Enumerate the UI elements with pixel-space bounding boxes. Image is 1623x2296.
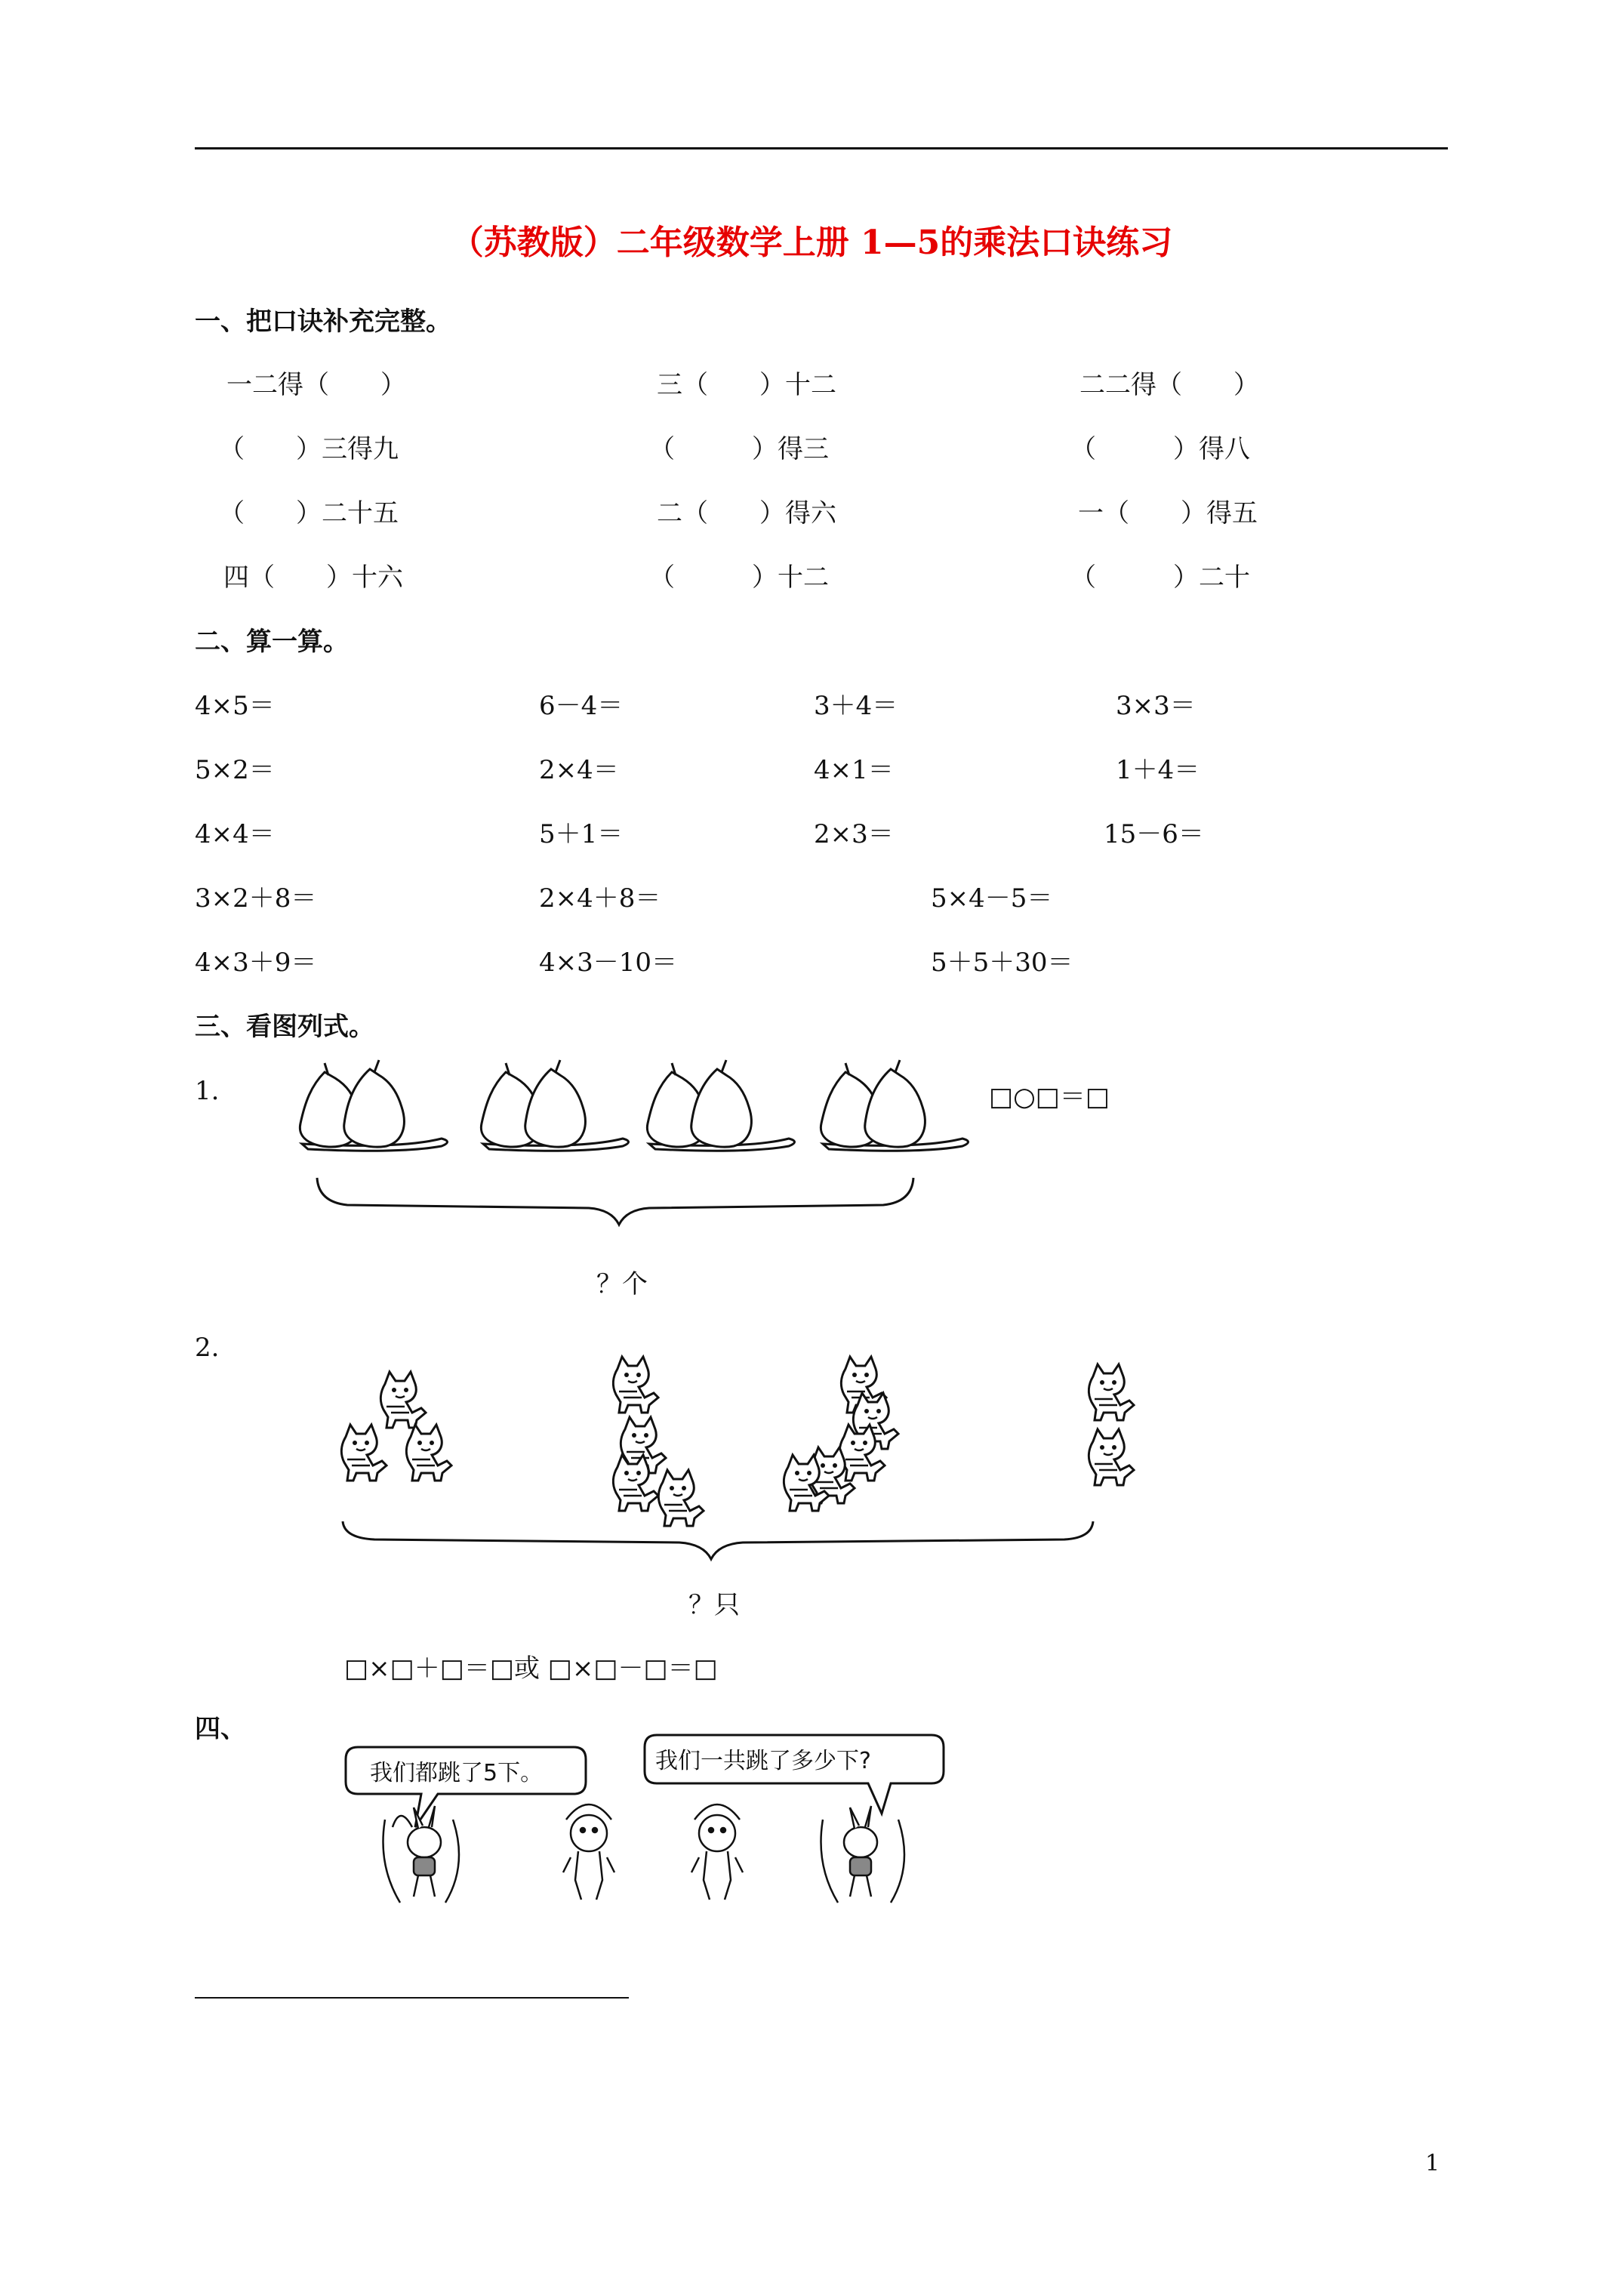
- fill-item: 一二得（ ）: [226, 370, 406, 400]
- cat-group: [1089, 1364, 1134, 1485]
- calc-item: 4×5＝: [195, 691, 275, 721]
- fill-item: （ ）二十: [1070, 562, 1250, 593]
- calc-item: 4×3＋9＝: [195, 948, 317, 978]
- fill-item: （ ）得三: [649, 434, 829, 464]
- equation-template: □○□＝□: [989, 1082, 1110, 1112]
- monkey-figure: [563, 1804, 614, 1900]
- calc-item: 6－4＝: [539, 691, 624, 721]
- question-label: ？个: [596, 1269, 648, 1299]
- fill-item: 二（ ）得六: [657, 498, 836, 529]
- section1-heading: 一、把口诀补充完整。: [195, 307, 451, 337]
- calc-item: 2×3＝: [814, 819, 894, 849]
- fill-item: （ ）十二: [649, 562, 829, 593]
- calc-item: 1＋4＝: [1116, 755, 1200, 785]
- cat-group: [784, 1357, 898, 1511]
- speech-bubble-left: [346, 1747, 586, 1827]
- pear-group: [481, 1060, 628, 1151]
- fill-item: 四（ ）十六: [223, 562, 403, 593]
- fill-item: 二二得（ ）: [1079, 370, 1259, 400]
- calc-item: 5＋5＋30＝: [931, 948, 1073, 978]
- section4-heading: 四、: [195, 1714, 246, 1744]
- pear-group: [647, 1060, 794, 1151]
- calc-item: 4×1＝: [814, 755, 894, 785]
- cats-illustration: [332, 1340, 1163, 1567]
- header-rule: [195, 147, 1448, 149]
- brace: [317, 1178, 913, 1225]
- cat-group: [341, 1372, 451, 1481]
- fill-item: （ ）得八: [1070, 434, 1250, 464]
- rabbit-figure: [821, 1806, 905, 1903]
- speech-bubble-right: [645, 1735, 944, 1814]
- calc-item: 5＋1＝: [539, 819, 624, 849]
- pear-group: [821, 1060, 968, 1151]
- speech-text-right: 我们一共跳了多少下?: [655, 1748, 871, 1774]
- pear-group: [300, 1060, 447, 1151]
- calc-item: 5×4－5＝: [931, 883, 1053, 914]
- page-title: （苏教版）二年级数学上册 1—5的乘法口诀练习: [450, 223, 1173, 262]
- page-number: 1: [1425, 2150, 1440, 2177]
- calc-item: 15－6＝: [1104, 819, 1204, 849]
- rabbit-figure: [383, 1806, 460, 1903]
- fill-item: （ ）二十五: [219, 498, 399, 529]
- question-label: ？只: [688, 1590, 740, 1620]
- section3-heading: 三、看图列式。: [195, 1012, 374, 1042]
- fill-item: 一（ ）得五: [1078, 498, 1258, 529]
- fill-item: （ ）三得九: [219, 434, 399, 464]
- rope-skipping-illustration: [340, 1729, 1366, 1910]
- pears-illustration: [294, 1057, 1049, 1238]
- question-number: 2.: [195, 1333, 220, 1363]
- footnote-rule: [195, 1997, 629, 1999]
- section2-heading: 二、算一算。: [195, 627, 349, 657]
- calc-item: 4×4＝: [195, 819, 275, 849]
- calc-item: 5×2＝: [195, 755, 275, 785]
- brace: [343, 1521, 1093, 1559]
- fill-item: 三（ ）十二: [657, 370, 836, 400]
- monkey-figure: [691, 1804, 743, 1900]
- calc-item: 3＋4＝: [814, 691, 898, 721]
- calc-item: 2×4＝: [539, 755, 619, 785]
- calc-item: 3×3＝: [1116, 691, 1196, 721]
- cat-group: [613, 1357, 704, 1526]
- speech-text-left: 我们都跳了5下。: [370, 1760, 544, 1786]
- equation-template: □×□＋□＝□或 □×□－□＝□: [344, 1653, 718, 1684]
- question-number: 1.: [195, 1076, 220, 1106]
- calc-item: 4×3－10＝: [539, 948, 678, 978]
- calc-item: 2×4＋8＝: [539, 883, 661, 914]
- calc-item: 3×2＋8＝: [195, 883, 317, 914]
